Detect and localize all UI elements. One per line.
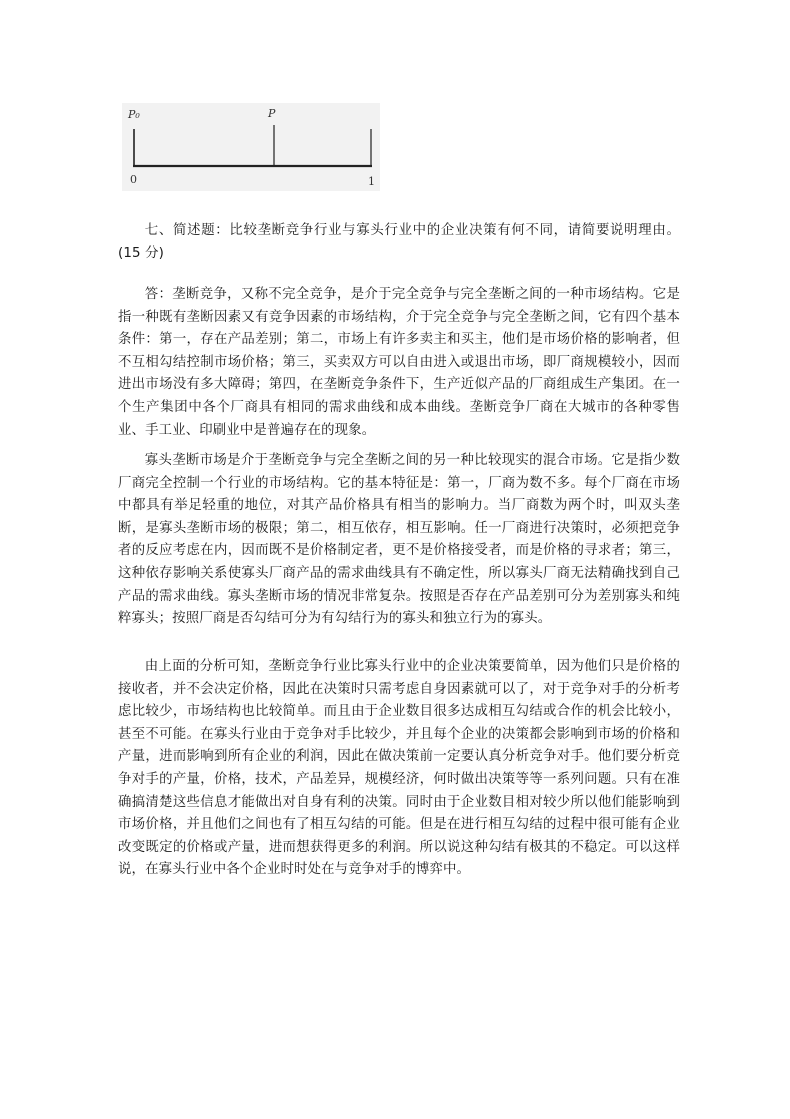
figure-lines [122,103,380,191]
answer-paragraph-2 [118,450,680,631]
label-zero: 0 [130,173,137,186]
paragraph-text: 由上面的分析可知，垄断竞争行业比寡头行业中的企业决策要简单，因为他们只是价格的接收者，并不会决定价格，因此在决策时只需考虑自身因素就可以了，对于竞争对手的分析考虑比较少，市场结构也比较简单。而且由于企业数目很多达成相互勾结或合作的机会比较小，甚至不可能。在寡头行业由于竞争对手比较少，并且每个企业的决策都会影响到市场的价格和产量，进而影响到所有企业的利润，因此在做决策前一定要认真分析竞争对手。他们要分析竞争对手的产量，价格，技术，产品差异，规模经济，何时做出决策等等一系列问题。只有在准确搞清楚这些信息才能做出对自身有利的决策。同时由于企业数目相对较少所以他们能影响到市场价格，并且他们之间也有了相互勾结的可能。但是在进行相互勾结的过程中很可能有企业改变既定的价格或产量，进而想获得更多的利润。所以说这种勾结有极其的不稳定。可以这样说，在寡头行业中各个企业时时处在与竞争对手的博弈中。 [118,659,680,878]
paragraph-text: 寡头垄断市场是介于垄断竞争与完全垄断之间的另一种比较现实的混合市场。它是指少数厂商完全控制一个行业的市场结构。它的基本特征是：第一，厂商为数不多。每个厂商在市场中都具有举足轻重的地位，对其产品价格具有相当的影响力。当厂商数为两个时，叫双头垄断，是寡头垄断市场的极限；第二，相互依存，相互影响。任一厂商进行决策时，必须把竞争者的反应考虑在内，因而既不是价格制定者，更不是价格接受者，而是价格的寻求者；第三，这种依存影响关系使寡头厂商产品的需求曲线具有不确定性，所以寡头厂商无法精确找到自己产品的需求曲线。寡头垄断市场的情况非常复杂。按照是否存在产品差别可分为差别寡头和纯粹寡头；按照厂商是否勾结可分为有勾结行为的寡头和独立行为的寡头。 [118,453,680,627]
label-one: 1 [368,175,375,188]
answer-paragraph-3 [118,656,680,882]
label-p0: P₀ [128,108,140,121]
label-p: P [268,107,276,120]
question-block [118,220,680,265]
answer-paragraph-1 [118,284,680,442]
question-text: 七、简述题：比较垄断竞争行业与寡头行业中的企业决策有何不同，请简要说明理由。(15 分) [118,223,680,261]
paragraph-text: 答：垄断竞争，又称不完全竞争，是介于完全竞争与完全垄断之间的一种市场结构。它是指一种既有垄断因素又有竞争因素的市场结构，介于完全竞争与完全垄断之间，它有四个基本条件：第一，存在产品差别；第二，市场上有许多卖主和买主，他们是市场价格的影响者，但不互相勾结控制市场价格；第三，买卖双方可以自由进入或退出市场，即厂商规模较小，因而进出市场没有多大障碍；第四，在垄断竞争条件下，生产近似产品的厂商组成生产集团。在一个生产集团中各个厂商具有相同的需求曲线和成本曲线。垄断竞争厂商在大城市的各种零售业、手工业、印刷业中是普遍存在的现象。 [118,287,680,438]
price-line-figure [122,103,380,191]
